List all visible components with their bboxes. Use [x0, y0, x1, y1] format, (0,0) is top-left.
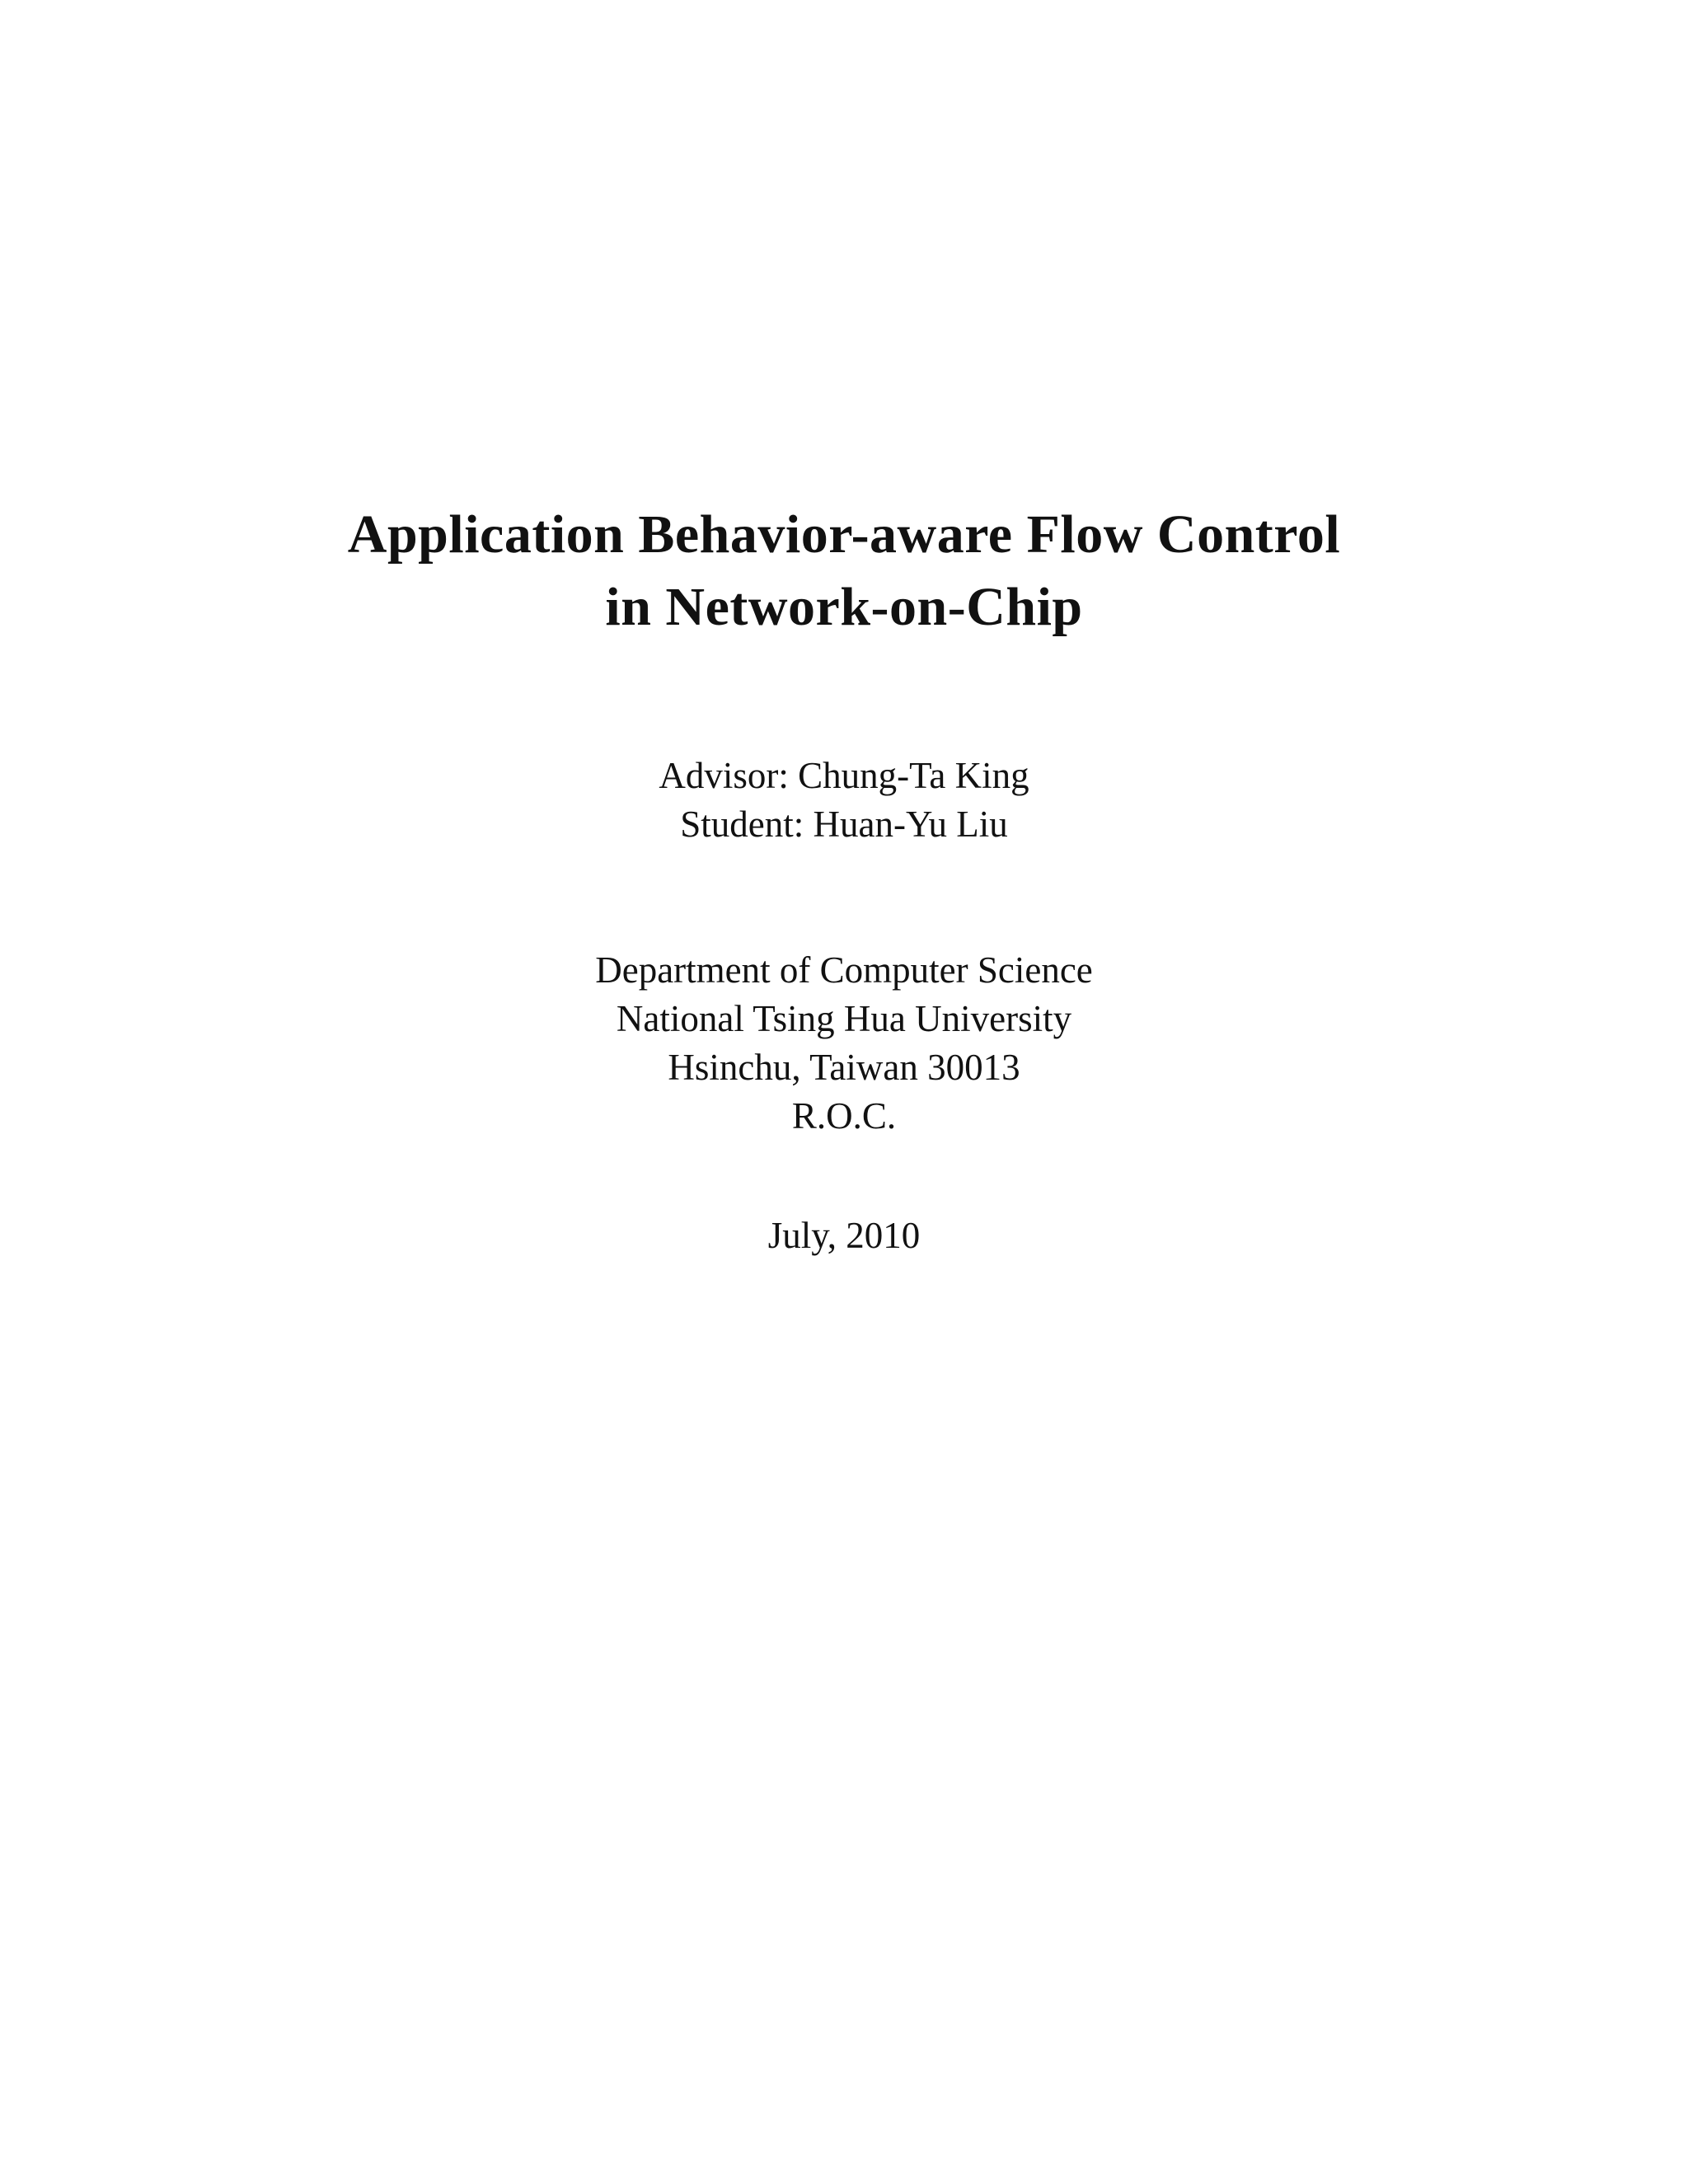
people-block	[0, 752, 1688, 849]
department-line: Department of Computer Science	[595, 949, 1093, 991]
advisor-line: Advisor: Chung-Ta King	[659, 755, 1029, 796]
affiliation-block	[0, 946, 1688, 1141]
date-line: July, 2010	[767, 1215, 921, 1256]
student-line: Student: Huan-Yu Liu	[680, 804, 1008, 845]
thesis-title	[0, 499, 1688, 644]
date-block	[0, 1212, 1688, 1260]
university-line: National Tsing Hua University	[616, 998, 1072, 1039]
city-line: Hsinchu, Taiwan 30013	[668, 1047, 1020, 1088]
title-line-2: in Network-on-Chip	[605, 577, 1083, 637]
title-line-1: Application Behavior-aware Flow Control	[347, 504, 1341, 565]
country-line: R.O.C.	[791, 1095, 897, 1137]
